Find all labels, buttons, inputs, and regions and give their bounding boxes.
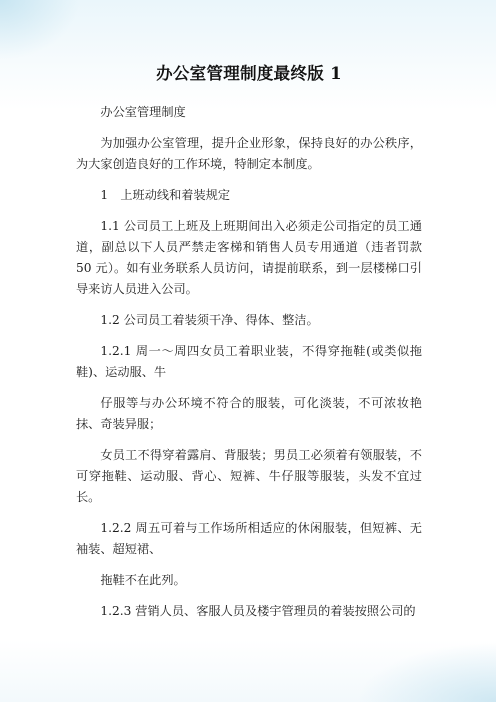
paragraph: 仔服等与办公环境不符合的服装，可化淡装，不可浓妆艳抹、奇装异服； — [76, 396, 422, 431]
paragraph: 1.2 公司员工着装须干净、得体、整洁。 — [100, 313, 319, 327]
paragraph-heading: 办公室管理制度 — [100, 105, 186, 119]
document-body — [76, 62, 422, 622]
paragraph: 1.2.1 周一～周四女员工着职业装，不得穿拖鞋(或类似拖鞋)、运动服、牛 — [76, 344, 422, 379]
paragraph: 1.2.2 周五可着与工作场所相适应的休闲服装，但短裤、无袖装、超短裙、 — [76, 521, 422, 556]
corner-decoration — [0, 0, 80, 60]
paragraph: 拖鞋不在此列。 — [100, 573, 186, 587]
corner-decoration — [356, 642, 496, 702]
paragraph: 1.1 公司员工上班及上班期间出入必须走公司指定的员工通道，副总以下人员严禁走客梯和销售人员专用通道（违者罚款 50 元）。如有业务联系人员访问，请提前联系，到一层楼梯口引导来访人员进入公司。 — [76, 219, 422, 296]
paragraph: 女员工不得穿着露肩、背服装；男员工必须着有领服装，不可穿拖鞋、运动服、背心、短裤、牛仔服等服装，头发不宜过长。 — [76, 448, 422, 504]
document-title: 办公室管理制度最终版 1 — [156, 64, 342, 83]
paragraph: 1.2.3 营销人员、客服人员及楼宇管理员的着装按照公司的 — [100, 604, 416, 618]
paragraph: 为加强办公室管理，提升企业形象，保持良好的办公秩序，为大家创造良好的工作环境，特制定本制度。 — [76, 136, 422, 171]
section-heading: 1 上班动线和着装规定 — [100, 188, 231, 202]
